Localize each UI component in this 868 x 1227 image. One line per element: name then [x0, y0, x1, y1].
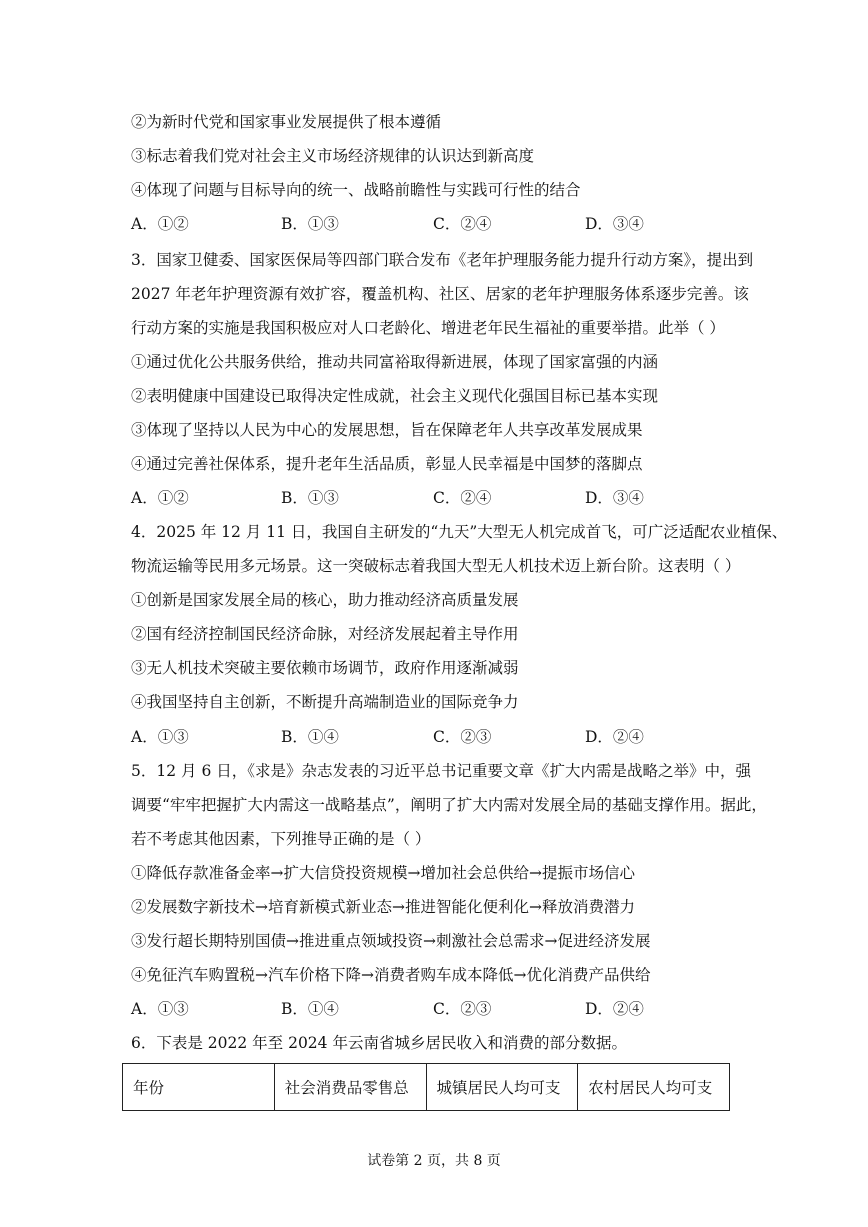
q5-choice-a: A．①③ [131, 1000, 189, 1018]
q3-choice-c: C．②④ [433, 489, 492, 507]
q5-choice-d: D．②④ [585, 1000, 644, 1018]
q3-option-2: ②表明健康中国建设已取得决定性成就，社会主义现代化强国目标已基本实现 [131, 387, 659, 405]
q3-option-3: ③体现了坚持以人民为中心的发展思想，旨在保障老年人共享改革发展成果 [131, 421, 643, 439]
q2-choice-c: C．②④ [433, 215, 492, 233]
q4-option-4: ④我国坚持自主创新，不断提升高端制造业的国际竞争力 [131, 693, 519, 711]
q3-choice-a: A．①② [131, 489, 189, 507]
q5-stem-line-2: 调要“牢牢把握扩大内需这一战略基点”，阐明了扩大内需对发展全局的基础支撑作用。据此， [131, 796, 767, 814]
q3-choice-b: B．①③ [281, 489, 339, 507]
q6-stem: 6．下表是 2022 年至 2024 年云南省城乡居民收入和消费的部分数据。 [131, 1034, 627, 1052]
q5-option-3: ③发行超长期特别国债→推进重点领域投资→刺激社会总需求→促进经济发展 [131, 932, 651, 950]
q4-choice-b: B．①④ [281, 728, 339, 746]
q4-choice-c: C．②③ [433, 728, 492, 746]
q4-option-3: ③无人机技术突破主要依赖市场调节，政府作用逐渐减弱 [131, 659, 519, 677]
q3-option-4: ④通过完善社保体系，提升老年生活品质，彰显人民幸福是中国梦的落脚点 [131, 455, 643, 473]
q5-choice-b: B．①④ [281, 1000, 339, 1018]
table-header-row [123, 1064, 730, 1111]
table-header-cell: 城镇居民人均可支 [426, 1064, 578, 1111]
q2-option-4: ④体现了问题与目标导向的统一、战略前瞻性与实践可行性的结合 [131, 181, 581, 199]
q2-choice-d: D．③④ [585, 215, 644, 233]
q4-choice-d: D．②④ [585, 728, 644, 746]
q2-choice-a: A．①② [131, 215, 189, 233]
q4-option-2: ②国有经济控制国民经济命脉，对经济发展起着主导作用 [131, 625, 519, 643]
q5-option-4: ④免征汽车购置税→汽车价格下降→消费者购车成本降低→优化消费产品供给 [131, 966, 651, 984]
q3-option-1: ①通过优化公共服务供给，推动共同富裕取得新进展，体现了国家富强的内涵 [131, 353, 659, 371]
table-header-cell: 农村居民人均可支 [578, 1064, 730, 1111]
page-footer: 试卷第 2 页，共 8 页 [367, 1153, 501, 1169]
q3-stem-line-1: 3．国家卫健委、国家医保局等四部门联合发布《老年护理服务能力提升行动方案》，提出到 [131, 251, 754, 269]
q4-stem-line-2: 物流运输等民用多元场景。这一突破标志着我国大型无人机技术迈上新台阶。这表明（ ） [131, 557, 741, 575]
table-header-cell: 年份 [123, 1064, 275, 1111]
q5-stem-line-1: 5．12 月 6 日，《求是》杂志发表的习近平总书记重要文章《扩大内需是战略之举》中，强 [131, 762, 751, 780]
table-header-cell: 社会消费品零售总 [274, 1064, 426, 1111]
q5-option-1: ①降低存款准备金率→扩大信贷投资规模→增加社会总供给→提振市场信心 [131, 864, 635, 882]
q3-choice-d: D．③④ [585, 489, 644, 507]
q5-option-2: ②发展数字新技术→培育新模式新业态→推进智能化便利化→释放消费潜力 [131, 898, 635, 916]
q2-choice-b: B．①③ [281, 215, 339, 233]
q3-stem-line-2: 2027 年老年护理资源有效扩容，覆盖机构、社区、居家的老年护理服务体系逐步完善。该 [131, 285, 749, 303]
q4-stem-line-1: 4．2025 年 12 月 11 日，我国自主研发的“九天”大型无人机完成首飞，可广泛适配农业植保、 [131, 523, 788, 541]
q4-choice-a: A．①③ [131, 728, 189, 746]
q2-option-2: ②为新时代党和国家事业发展提供了根本遵循 [131, 113, 442, 131]
data-table [122, 1063, 730, 1111]
q3-stem-line-3: 行动方案的实施是我国积极应对人口老龄化、增进老年民生福祉的重要举措。此举（ ） [131, 319, 725, 337]
q5-stem-line-3: 若不考虑其他因素，下列推导正确的是（ ） [131, 830, 431, 848]
q5-choice-c: C．②③ [433, 1000, 492, 1018]
q2-option-3: ③标志着我们党对社会主义市场经济规律的认识达到新高度 [131, 147, 535, 165]
q4-option-1: ①创新是国家发展全局的核心，助力推动经济高质量发展 [131, 591, 519, 609]
